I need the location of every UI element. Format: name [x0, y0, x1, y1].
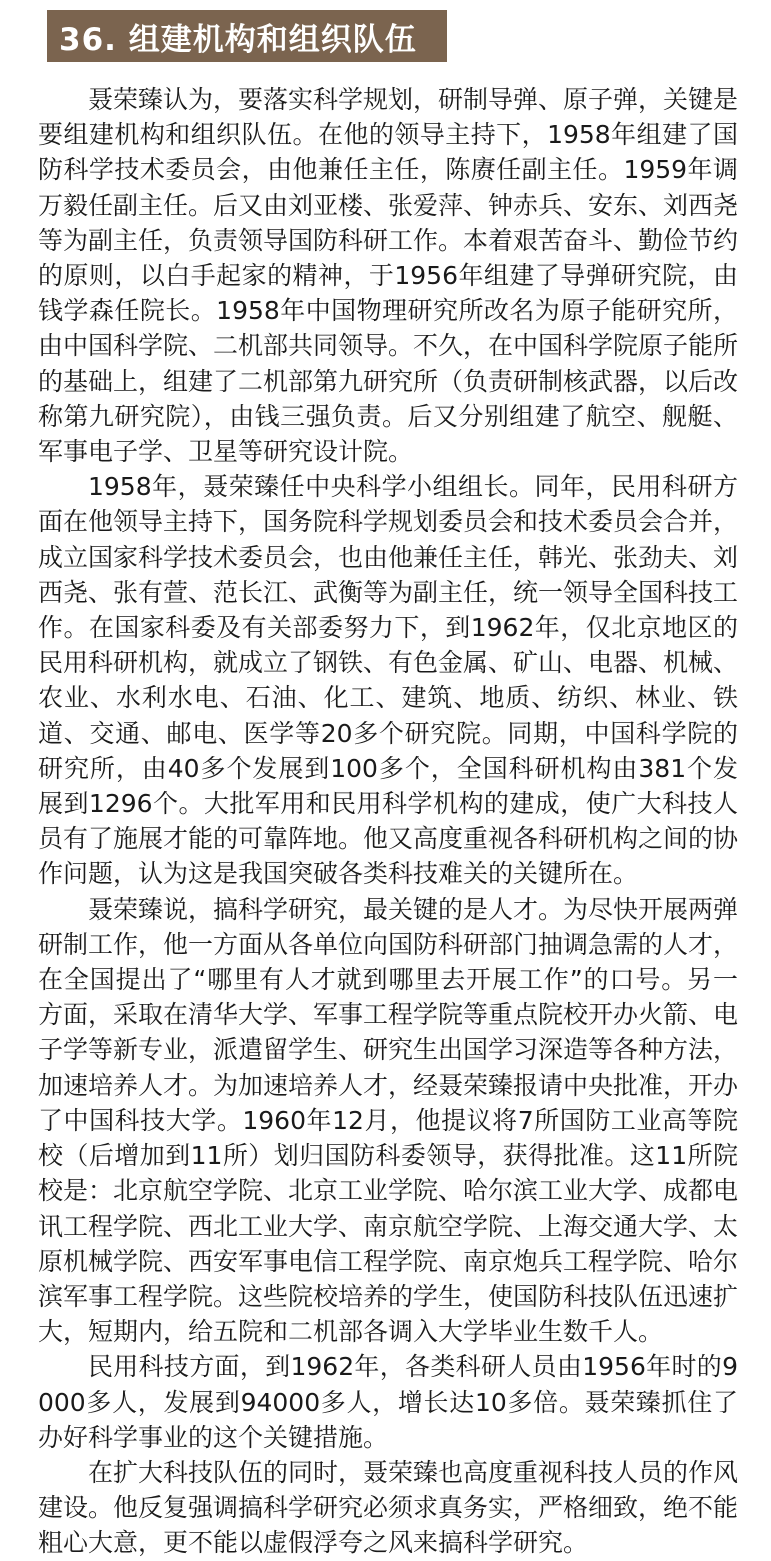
section-title: 36. 组建机构和组织队伍: [59, 21, 417, 58]
paragraph-5: 在扩大科技队伍的同时，聂荣臻也高度重视科技人员的作风建设。他反复强调搞科学研究必须求真务实，严格细致，绝不能粗心大意，更不能以虚假浮夸之风来搞科学研究。: [38, 1457, 739, 1558]
article-body: [38, 82, 738, 1561]
paragraph-2: 1958年，聂荣臻任中央科学小组组长。同年，民用科研方面在他领导主持下，国务院科学规划委员会和技术委员会合并，成立国家科学技术委员会，也由他兼任主任，韩光、张劲夫、刘西尧、张有萱、范长江、武衡等为副主任，统一领导全国科技工作。在国家科委及有关部委努力下，到1962年，仅北京地区的民用科研机构，就成立了钢铁、有色金属、矿山、电器、机械、农业、水利水电、石油、化工、建筑、地质、纺织、林业、铁道、交通、邮电、医学等20多个研究院。同期，中国科学院的研究所，由40多个发展到100多个，全国科研机构由381个发展到1296个。大批军用和民用科学机构的建成，使广大科技人员有了施展才能的可靠阵地。他又高度重视各科研机构之间的协作问题，认为这是我国突破各类科技难关的关键所在。: [38, 472, 739, 889]
paragraph-1: 聂荣臻认为，要落实科学规划，研制导弹、原子弹，关键是要组建机构和组织队伍。在他的领导主持下，1958年组建了国防科学技术委员会，由他兼任主任，陈赓任副主任。1959年调万毅任副主任。后又由刘亚楼、张爱萍、钟赤兵、安东、刘西尧等为副主任，负责领导国防科研工作。本着艰苦奋斗、勤俭节约的原则，以白手起家的精神，于1956年组建了导弹研究院，由钱学森任院长。1958年中国物理研究所改名为原子能研究所，由中国科学院、二机部共同领导。不久，在中国科学院原子能所的基础上，组建了二机部第九研究所（负责研制核武器，以后改称第九研究院），由钱三强负责。后又分别组建了航空、舰艇、军事电子学、卫星等研究设计院。: [38, 85, 739, 467]
section-title-banner: [47, 10, 447, 62]
paragraph-4: 民用科技方面，到1962年，各类科研人员由1956年时的9000多人，发展到94000多人，增长达10多倍。聂荣臻抓住了办好科学事业的这个关键措施。: [38, 1352, 738, 1452]
paragraph-3: 聂荣臻说，搞科学研究，最关键的是人才。为尽快开展两弹研制工作，他一方面从各单位向国防科研部门抽调急需的人才，在全国提出了“哪里有人才就到哪里去开展工作”的口号。另一方面，采取在清华大学、军事工程学院等重点院校开办火箭、电子学等新专业，派遣留学生、研究生出国学习深造等各种方法，加速培养人才。为加速培养人才，经聂荣臻报请中央批准，开办了中国科技大学。1960年12月，他提议将7所国防工业高等院校（后增加到11所）划归国防科委领导，获得批准。这11所院校是：北京航空学院、北京工业学院、哈尔滨工业大学、成都电讯工程学院、西北工业大学、南京航空学院、上海交通大学、太原机械学院、西安军事电信工程学院、南京炮兵工程学院、哈尔滨军事工程学院。这些院校培养的学生，使国防科技队伍迅速扩大，短期内，给五院和二机部各调入大学毕业生数千人。: [38, 894, 739, 1347]
